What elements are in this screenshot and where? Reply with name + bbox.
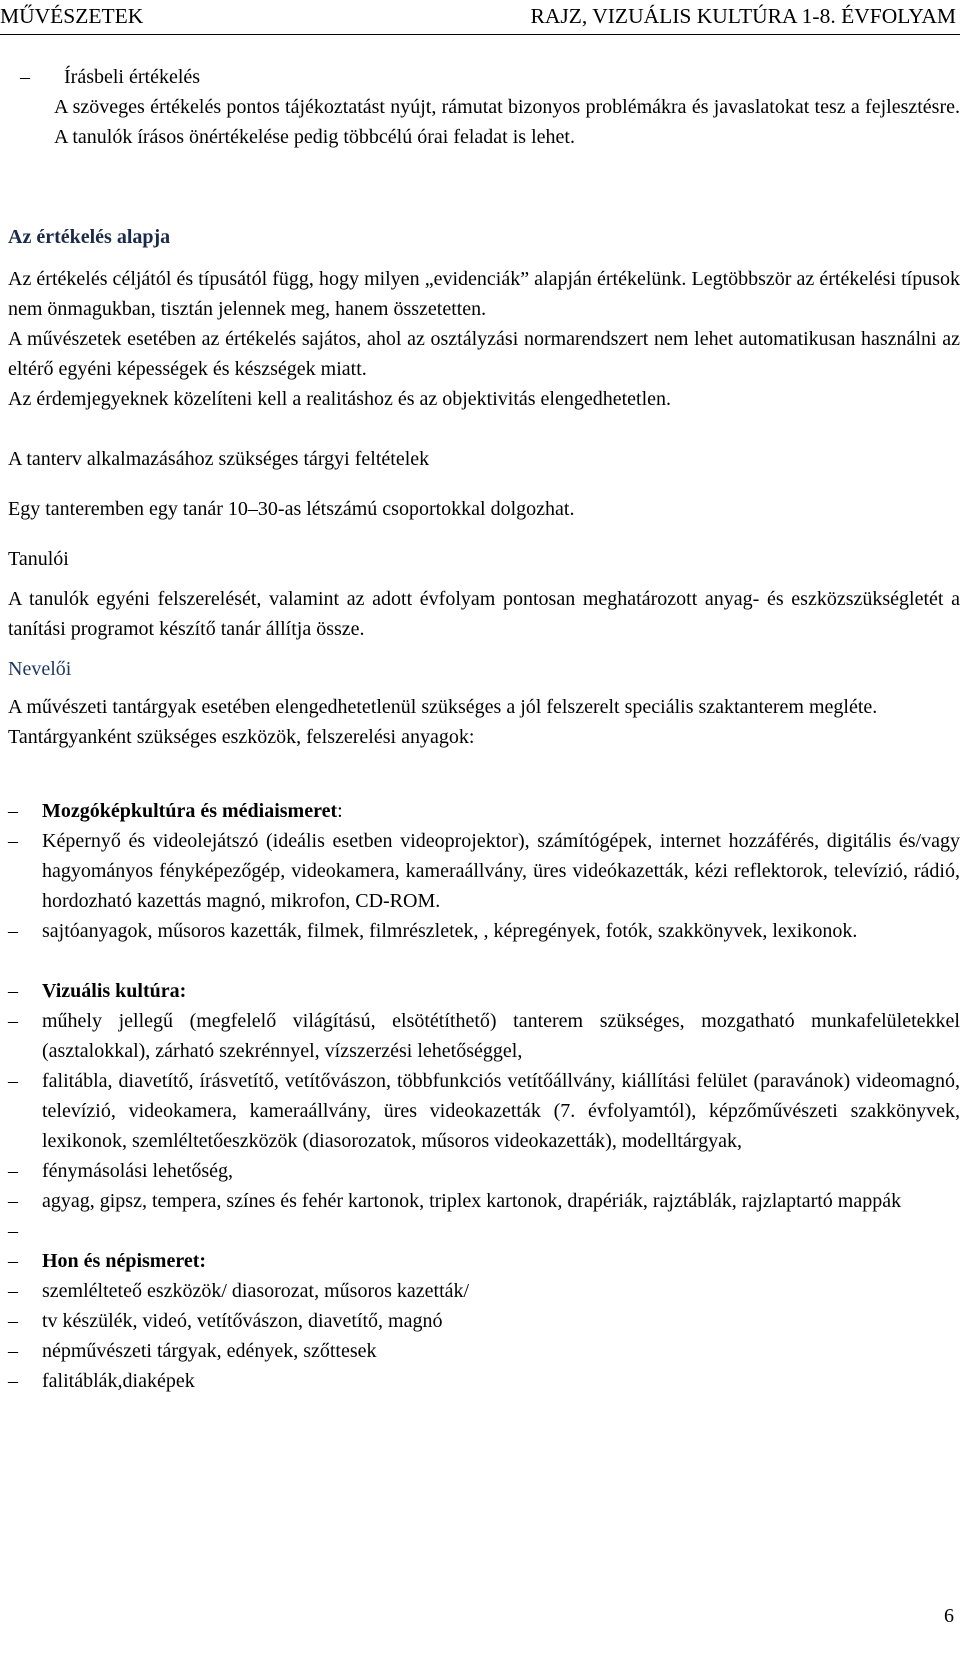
media-item-text: Képernyő és videolejátszó (ideális esetben videoprojektor), számítógépek, internet hozzáférés, digitális és/vagy hagyományos fényképezőgép, videokamera, kameraállvány, üres videókazetták, kézi reflektorok, televízió, rádió, hordozható kazettás magnó, mikrofon, CD-ROM. <box>42 830 960 912</box>
basis-heading: Az értékelés alapja <box>8 226 171 248</box>
folk-item-text: szemlélteteő eszközök/ diasorozat, műsoros kazetták/ <box>42 1280 470 1302</box>
page-content <box>8 62 960 1396</box>
dash-marker: – <box>8 980 18 1002</box>
basis-paragraph-1: Az értékelés céljától és típusától függ, hogy milyen „evidenciák” alapján értékelünk. Legtöbbször az értékelési típusok nem önmagukban, tisztán jelennek meg, hanem összetetten. <box>8 268 960 320</box>
visual-item-text: falitábla, diavetítő, írásvetítő, vetítővászon, többfunkciós vetítőállvány, kiállítási felület (paravánok) videomagnó, televízió, videokamera, kameraállvány, üres videokazetták (7. évfolyamtól), képzőművészeti szakkönyvek, lexikonok, szemléltetőeszközök (diasorozatok, műsoros videokazetták), modelltárgyak, <box>42 1070 960 1152</box>
dash-marker: – <box>8 1340 18 1362</box>
visual-item-text: agyag, gipsz, tempera, színes és fehér kartonok, triplex kartonok, drapériák, rajztáblák, rajzlaptartó mappák <box>42 1190 902 1212</box>
student-heading: Tanulói <box>8 548 69 570</box>
folk-list <box>8 1246 960 1396</box>
dash-marker: – <box>8 830 18 852</box>
dash-marker: – <box>8 1010 18 1032</box>
header-left: MŰVÉSZETEK <box>0 4 144 28</box>
written-eval-title-row <box>8 62 960 92</box>
media-list-title: Mozgóképkultúra és médiaismeret <box>42 800 338 822</box>
conditions-heading: A tanterv alkalmazásához szükséges tárgyi feltételek <box>8 448 430 470</box>
list-item <box>8 916 960 946</box>
dash-marker: – <box>8 1190 18 1212</box>
folk-list-title: Hon és népismeret: <box>42 1250 207 1272</box>
teacher-heading: Nevelői <box>8 658 72 680</box>
folk-item-text: tv készülék, videó, vetítővászon, diavetítő, magnó <box>42 1310 443 1332</box>
folk-item-text: falitáblák,diaképek <box>42 1370 195 1392</box>
list-item <box>8 1276 960 1306</box>
dash-marker: – <box>8 800 18 822</box>
conditions-paragraph-1: Egy tanteremben egy tanár 10–30-as létszámú csoportokkal dolgozhat. <box>8 498 575 520</box>
media-title-suffix: : <box>337 800 343 822</box>
list-item <box>8 796 960 826</box>
list-item <box>8 1246 960 1276</box>
list-item <box>8 1306 960 1336</box>
basis-paragraph-3: Az érdemjegyeknek közelíteni kell a realitáshoz és az objektivitás elengedhetetlen. <box>8 388 672 410</box>
basis-paragraph-2: A művészetek esetében az értékelés sajátos, ahol az osztályzási normarendszert nem lehet automatikusan használni az eltérő egyéni képességek és készségek miatt. <box>8 328 960 380</box>
dash-marker: – <box>8 1160 18 1182</box>
list-item <box>8 1186 960 1216</box>
list-item <box>8 1006 960 1066</box>
dash-marker: – <box>8 1370 18 1392</box>
list-item <box>8 1156 960 1186</box>
visual-list <box>8 976 960 1246</box>
dash-marker: – <box>8 1280 18 1302</box>
visual-item-text: fénymásolási lehetőség, <box>42 1160 234 1182</box>
header-right: RAJZ, VIZUÁLIS KULTÚRA 1-8. ÉVFOLYAM <box>530 4 956 28</box>
page-number: 6 <box>944 1605 954 1627</box>
dash-marker: – <box>8 1220 18 1242</box>
list-item <box>8 976 960 1006</box>
dash-marker: – <box>8 1310 18 1332</box>
dash-marker: – <box>8 920 18 942</box>
running-header <box>0 0 960 35</box>
list-item <box>8 826 960 916</box>
written-eval-text: A szöveges értékelés pontos tájékoztatást nyújt, rámutat bizonyos problémákra és javaslatokat tesz a fejlesztésre. A tanulók írásos önértékelése pedig többcélú órai feladat is lehet. <box>54 96 960 148</box>
media-list <box>8 796 960 946</box>
media-item-text: sajtóanyagok, műsoros kazetták, filmek, filmrészletek, , képregények, fotók, szakkönyvek, lexikonok. <box>42 920 858 942</box>
folk-item-text: népművészeti tárgyak, edények, szőttesek <box>42 1340 377 1362</box>
dash-marker: – <box>8 1250 18 1272</box>
list-item <box>8 1336 960 1366</box>
dash-marker: – <box>8 1070 18 1092</box>
visual-list-title: Vizuális kultúra: <box>42 980 187 1002</box>
list-item <box>8 1066 960 1156</box>
written-eval-title: Írásbeli értékelés <box>64 66 201 88</box>
student-text: A tanulók egyéni felszerelését, valamint az adott évfolyam pontosan meghatározott anyag- és eszközszükségletét a tanítási programot készítő tanár állítja össze. <box>8 588 960 640</box>
teacher-text-1: A művészeti tantárgyak esetében elengedhetetlenül szükséges a jól felszerelt speciális szaktanterem megléte. <box>8 696 878 718</box>
teacher-text-2: Tantárgyanként szükséges eszközök, felszerelési anyagok: <box>8 726 475 748</box>
list-item <box>8 1366 960 1396</box>
visual-item-text: műhely jellegű (megfelelő világítású, elsötétíthető) tanterem szükséges, mozgatható munkafelületekkel (asztalokkal), zárható szekrénnyel, vízszerzési lehetőséggel, <box>42 1010 960 1062</box>
dash-marker: – <box>20 66 30 88</box>
list-item <box>8 1216 960 1246</box>
